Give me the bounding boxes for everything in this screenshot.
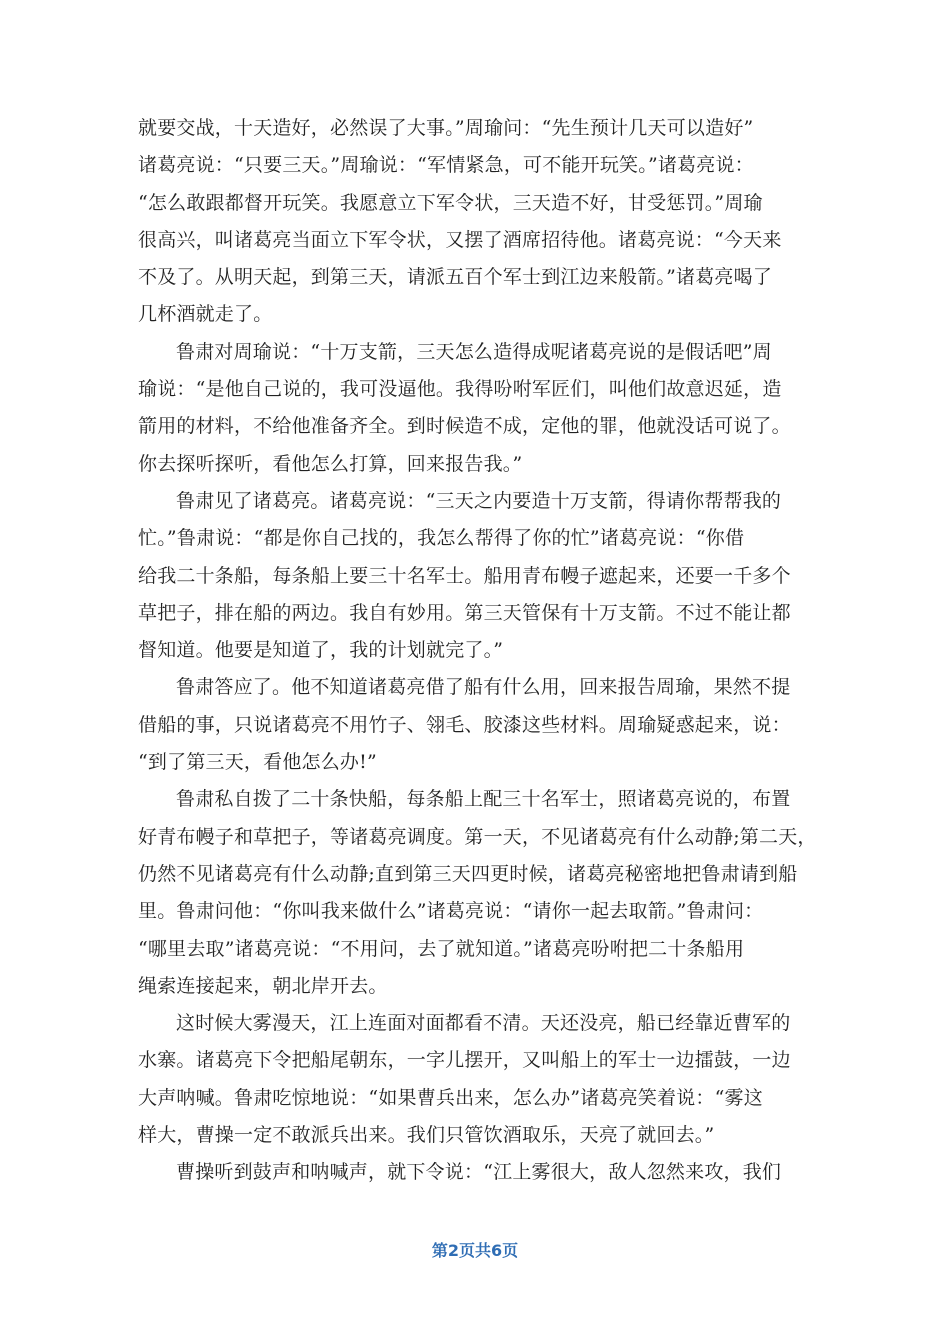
document-body bbox=[138, 110, 818, 1192]
text-line: 样大，曹操一定不敢派兵出来。我们只管饮酒取乐，天亮了就回去。” bbox=[138, 1124, 715, 1147]
text-line: “哪里去取”诸葛亮说：“不用问，去了就知道。”诸葛亮吩咐把二十条船用 bbox=[138, 937, 745, 960]
text-line: 这时候大雾漫天，江上连面对面都看不清。天还没亮，船已经靠近曹军的 bbox=[176, 1012, 791, 1035]
text-line: 好青布幔子和草把子，等诸葛亮调度。第一天，不见诸葛亮有什么动静;第二天， bbox=[138, 825, 817, 848]
text-line: 给我二十条船，每条船上要三十名军士。船用青布幔子遮起来，还要一千多个 bbox=[138, 564, 791, 587]
text-line: 鲁肃见了诸葛亮。诸葛亮说：“三天之内要造十万支箭，得请你帮帮我的 bbox=[176, 489, 782, 512]
text-line: 借船的事，只说诸葛亮不用竹子、翎毛、胶漆这些材料。周瑜疑惑起来，说： bbox=[138, 713, 791, 736]
text-line: 大声呐喊。鲁肃吃惊地说：“如果曹兵出来，怎么办”诸葛亮笑着说：“雾这 bbox=[138, 1086, 763, 1109]
text-line: 仍然不见诸葛亮有什么动静;直到第三天四更时候，诸葛亮秘密地把鲁肃请到船 bbox=[138, 862, 798, 885]
page-indicator: 第2页共6页 bbox=[431, 1241, 519, 1260]
text-line: 就要交战，十天造好，必然误了大事。”周瑜问：“先生预计几天可以造好” bbox=[138, 117, 754, 139]
text-line: 水寨。诸葛亮下令把船尾朝东，一字儿摆开，又叫船上的军士一边擂鼓，一边 bbox=[138, 1049, 791, 1072]
text-line: “到了第三天，看他怎么办!” bbox=[138, 751, 377, 774]
text-line: 草把子，排在船的两边。我自有妙用。第三天管保有十万支箭。不过不能让都 bbox=[138, 601, 791, 624]
text-line: 曹操听到鼓声和呐喊声，就下令说：“江上雾很大，敌人忽然来攻，我们 bbox=[176, 1161, 782, 1184]
text-line: 忙。”鲁肃说：“都是你自己找的，我怎么帮得了你的忙”诸葛亮说：“你借 bbox=[138, 527, 745, 550]
text-line: 几杯酒就走了。 bbox=[138, 303, 273, 326]
text-line: “怎么敢跟都督开玩笑。我愿意立下军令状，三天造不好，甘受惩罚。”周瑜 bbox=[138, 191, 763, 214]
text-line: 鲁肃对周瑜说：“十万支箭，三天怎么造得成呢诸葛亮说的是假话吧”周 bbox=[176, 340, 772, 363]
text-line: 督知道。他要是知道了，我的计划就完了。” bbox=[138, 639, 504, 662]
text-line: 绳索连接起来，朝北岸开去。 bbox=[138, 974, 388, 997]
text-line: 鲁肃私自拨了二十条快船，每条船上配三十名军士，照诸葛亮说的，布置 bbox=[176, 788, 791, 811]
text-line: 鲁肃答应了。他不知道诸葛亮借了船有什么用，回来报告周瑜，果然不提 bbox=[176, 676, 791, 699]
text-line: 很高兴，叫诸葛亮当面立下军令状，又摆了酒席招待他。诸葛亮说：“今天来 bbox=[138, 228, 782, 251]
text-line: 你去探听探听，看他怎么打算，回来报告我。” bbox=[138, 452, 523, 475]
text-line: 不及了。从明天起，到第三天，请派五百个军士到江边来般箭。”诸葛亮喝了 bbox=[138, 266, 773, 289]
text-line: 箭用的材料，不给他准备齐全。到时候造不成，定他的罪，他就没话可说了。 bbox=[138, 415, 791, 438]
text-line: 诸葛亮说：“只要三天。”周瑜说：“军情紧急，可不能开玩笑。”诸葛亮说： bbox=[138, 154, 754, 177]
text-line: 瑜说：“是他自己说的，我可没逼他。我得吩咐军匠们，叫他们故意迟延，造 bbox=[138, 378, 782, 401]
text-line: 里。鲁肃问他：“你叫我来做什么”诸葛亮说：“请你一起去取箭。”鲁肃问： bbox=[138, 900, 764, 923]
